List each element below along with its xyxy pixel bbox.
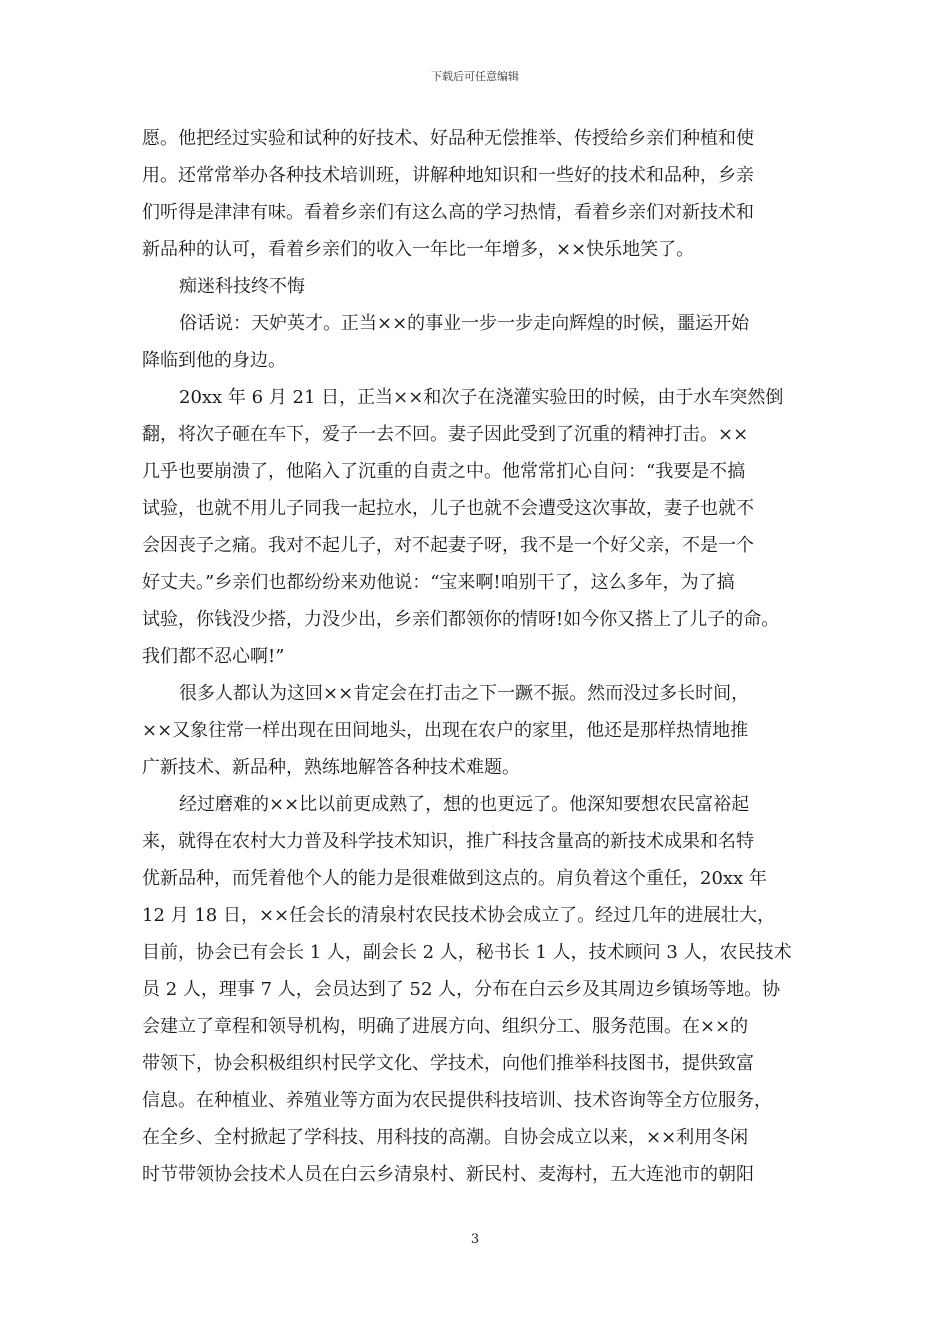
text-line: 会建立了章程和领导机构，明确了进展方向、组织分工、服务范围。在××的 [142,1016,749,1037]
text-line: 们听得是津津有味。看着乡亲们有这么高的学习热情，看着乡亲们对新技术和 [142,202,754,223]
text-line: 带领下，协会积极组织村民学文化、学技术，向他们推举科技图书，提供致富 [142,1053,754,1074]
text-line: 20xx 年 6 月 21 日，正当××和次子在浇灌实验田的时候，由于水车突然倒 [179,387,784,408]
page-number: 3 [470,1232,480,1247]
text-line: 几乎也要崩溃了，他陷入了沉重的自责之中。他常常扪心自问：“我要是不搞 [142,461,746,482]
text-line: 试验，也就不用儿子同我一起拉水，儿子也就不会遭受这次事故，妻子也就不 [142,498,754,519]
text-line: 很多人都认为这回××肯定会在打击之下一蹶不振。然而没过多长时间， [179,683,750,704]
text-line: 用。还常常举办各种技术培训班，讲解种地知识和一些好的技术和品种，乡亲 [142,165,754,186]
text-line: 员 2 人，理事 7 人，会员达到了 52 人，分布在白云乡及其周边乡镇场等地。协 [142,979,781,1000]
text-line: 目前，协会已有会长 1 人，副会长 2 人，秘书长 1 人，技术顾问 3 人，农民技术 [142,942,792,963]
page-header: 下载后可任意编辑 [431,70,519,83]
text-line: 来，就得在农村大力普及科学技术知识，推广科技含量高的新技术成果和名特 [142,831,754,852]
text-line: 优新品种，而凭着他个人的能力是很难做到这点的。肩负着这个重任，20xx 年 [142,868,767,889]
text-line: 经过磨难的××比以前更成熟了，想的也更远了。他深知要想农民富裕起 [179,794,750,815]
text-line: 俗话说：天妒英才。正当××的事业一步一步走向辉煌的时候，噩运开始 [179,313,750,334]
text-line: 时节带领协会技术人员在白云乡清泉村、新民村、麦海村，五大连池市的朝阳 [142,1164,754,1185]
text-line: 会因丧子之痛。我对不起儿子，对不起妻子呀，我不是一个好父亲，不是一个 [142,535,754,556]
text-line: 新品种的认可，看着乡亲们的收入一年比一年增多，××快乐地笑了。 [142,239,695,260]
text-line: 12 月 18 日，××任会长的清泉村农民技术协会成立了。经过几年的进展壮大， [142,905,776,926]
text-line: 在全乡、全村掀起了学科技、用科技的高潮。自协会成立以来，××利用冬闲 [142,1127,749,1148]
text-line: 我们都不忍心啊!” [142,646,285,667]
section-heading: 痴迷科技终不悔 [179,276,305,297]
text-line: 好丈夫。”乡亲们也都纷纷来劝他说：“宝来啊!咱别干了，这么多年，为了搞 [142,572,735,593]
text-line: ××又象往常一样出现在田间地头，出现在农户的家里，他还是那样热情地推 [142,720,749,741]
text-line: 信息。在种植业、养殖业等方面为农民提供科技培训、技术咨询等全方位服务， [142,1090,772,1111]
text-line: 试验，你钱没少搭，力没少出，乡亲们都领你的情呀!如今你又搭上了儿子的命。 [142,609,780,630]
text-line: 降临到他的身边。 [142,350,286,371]
document-body [142,120,812,1193]
text-line: 广新技术、新品种，熟练地解答各种技术难题。 [142,757,520,778]
text-line: 翻，将次子砸在车下，爱子一去不回。妻子因此受到了沉重的精神打击。×× [142,424,749,445]
text-line: 愿。他把经过实验和试种的好技术、好品种无偿推举、传授给乡亲们种植和使 [142,128,754,149]
